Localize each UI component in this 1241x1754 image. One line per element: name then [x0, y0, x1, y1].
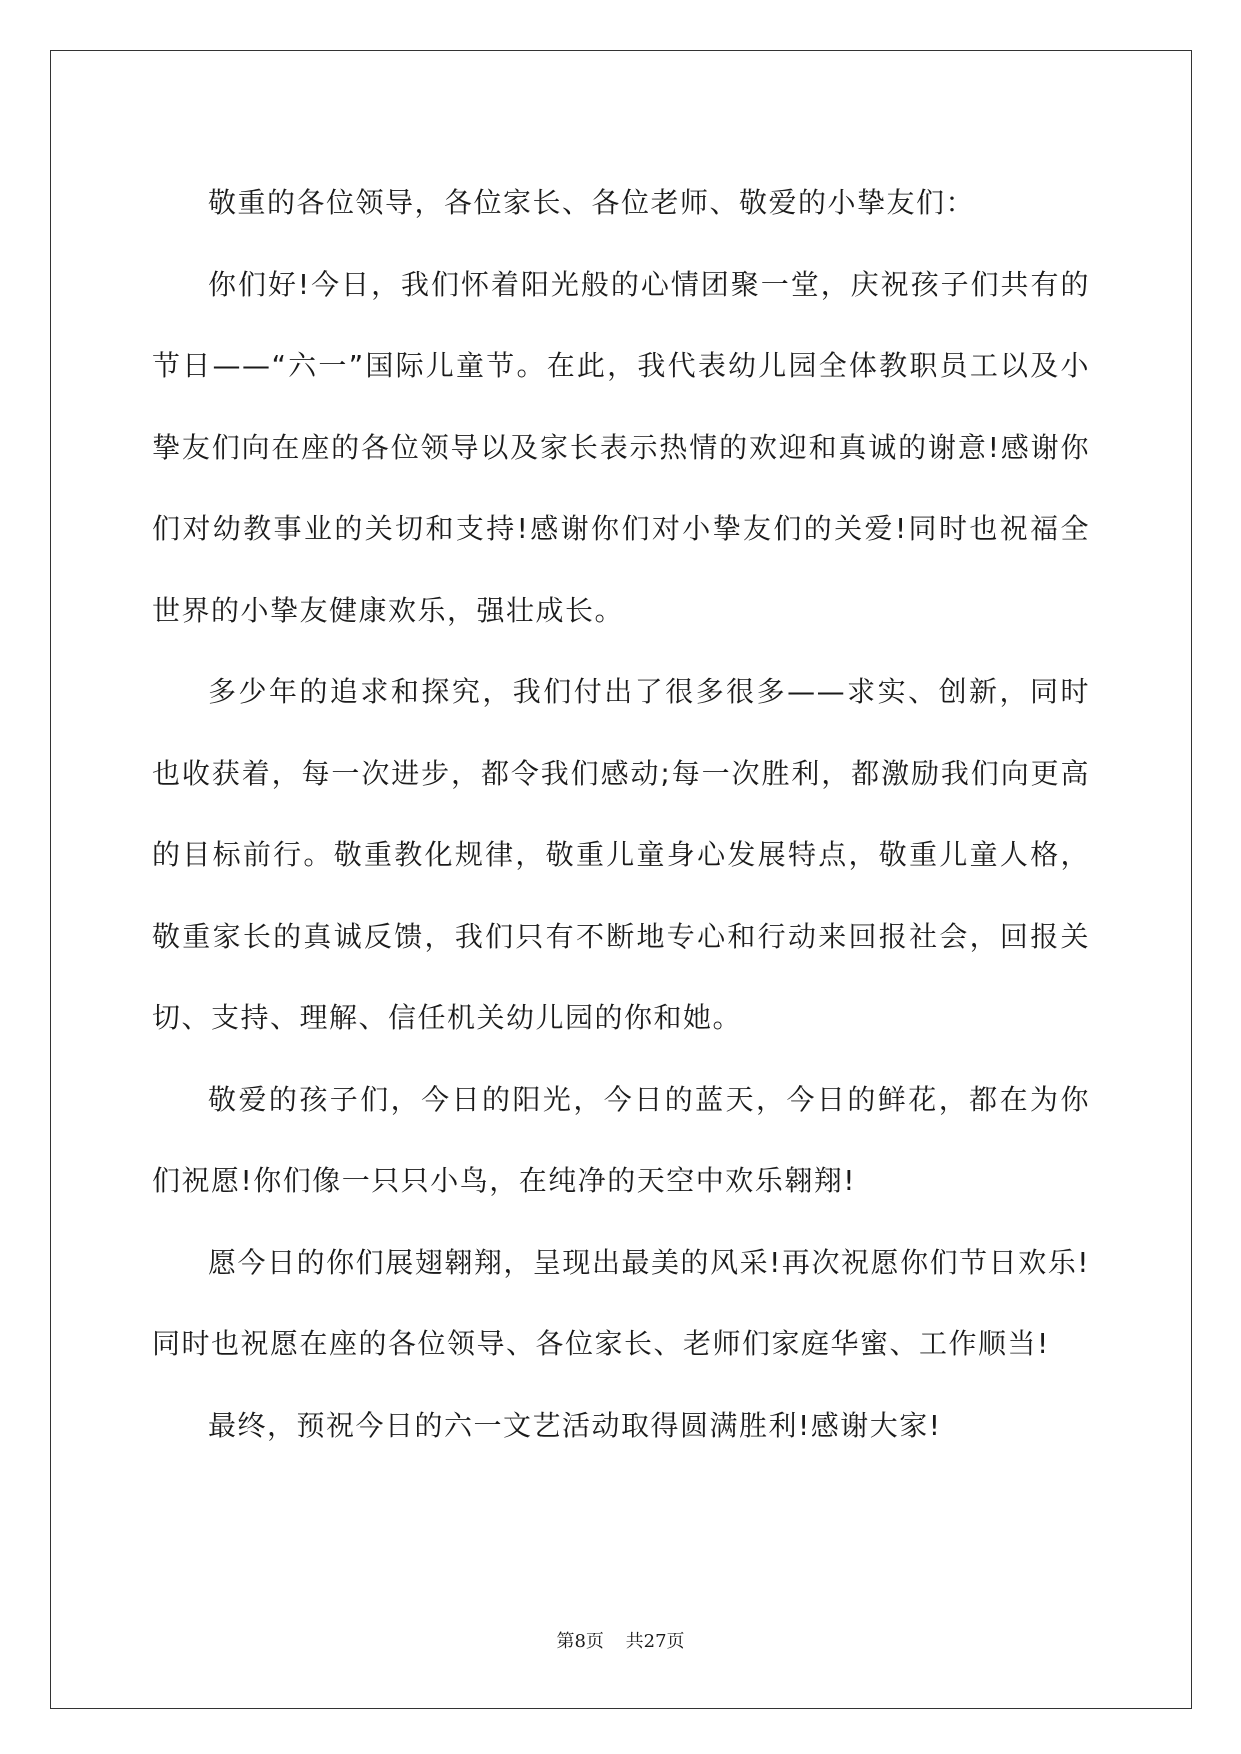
- salutation: 敬重的各位领导，各位家长、各位老师、敬爱的小挚友们：: [208, 186, 976, 219]
- page-footer: [0, 1627, 1241, 1653]
- page-number-total: 共27页: [625, 1631, 685, 1652]
- paragraph-efforts: 多少年的追求和探究，我们付出了很多很多——求实、创新，同时也收获着，每一次进步，都令我们感动;每一次胜利，都激励我们向更高的目标前行。敬重教化规律，敬重儿童身心发展特点，敬重儿童人格，敬重家长的真诚反馈，我们只有不断地专心和行动来回报社会，回报关切、支持、理解、信任机关幼儿园的你和她。: [152, 675, 1090, 1034]
- paragraph-wishes: 愿今日的你们展翅翱翔，呈现出最美的风采!再次祝愿你们节日欢乐!同时也祝愿在座的各位领导、各位家长、老师们家庭华蜜、工作顺当!: [152, 1245, 1090, 1360]
- page-number-current: 第8页: [556, 1631, 604, 1652]
- paragraph-closing: 最终，预祝今日的六一文艺活动取得圆满胜利!感谢大家!: [208, 1408, 942, 1442]
- paragraph-children: 敬爱的孩子们，今日的阳光，今日的蓝天，今日的鲜花，都在为你们祝愿!你们像一只只小鸟，在纯净的天空中欢乐翱翔!: [152, 1082, 1090, 1197]
- document-body: [152, 162, 1090, 1466]
- paragraph-greeting: 你们好!今日，我们怀着阳光般的心情团聚一堂，庆祝孩子们共有的节日——“六一”国际儿童节。在此，我代表幼儿园全体教职员工以及小挚友们向在座的各位领导以及家长表示热情的欢迎和真诚的谢意!感谢你们对幼教事业的关切和支持!感谢你们对小挚友们的关爱!同时也祝福全世界的小挚友健康欢乐，强壮成长。: [152, 267, 1090, 627]
